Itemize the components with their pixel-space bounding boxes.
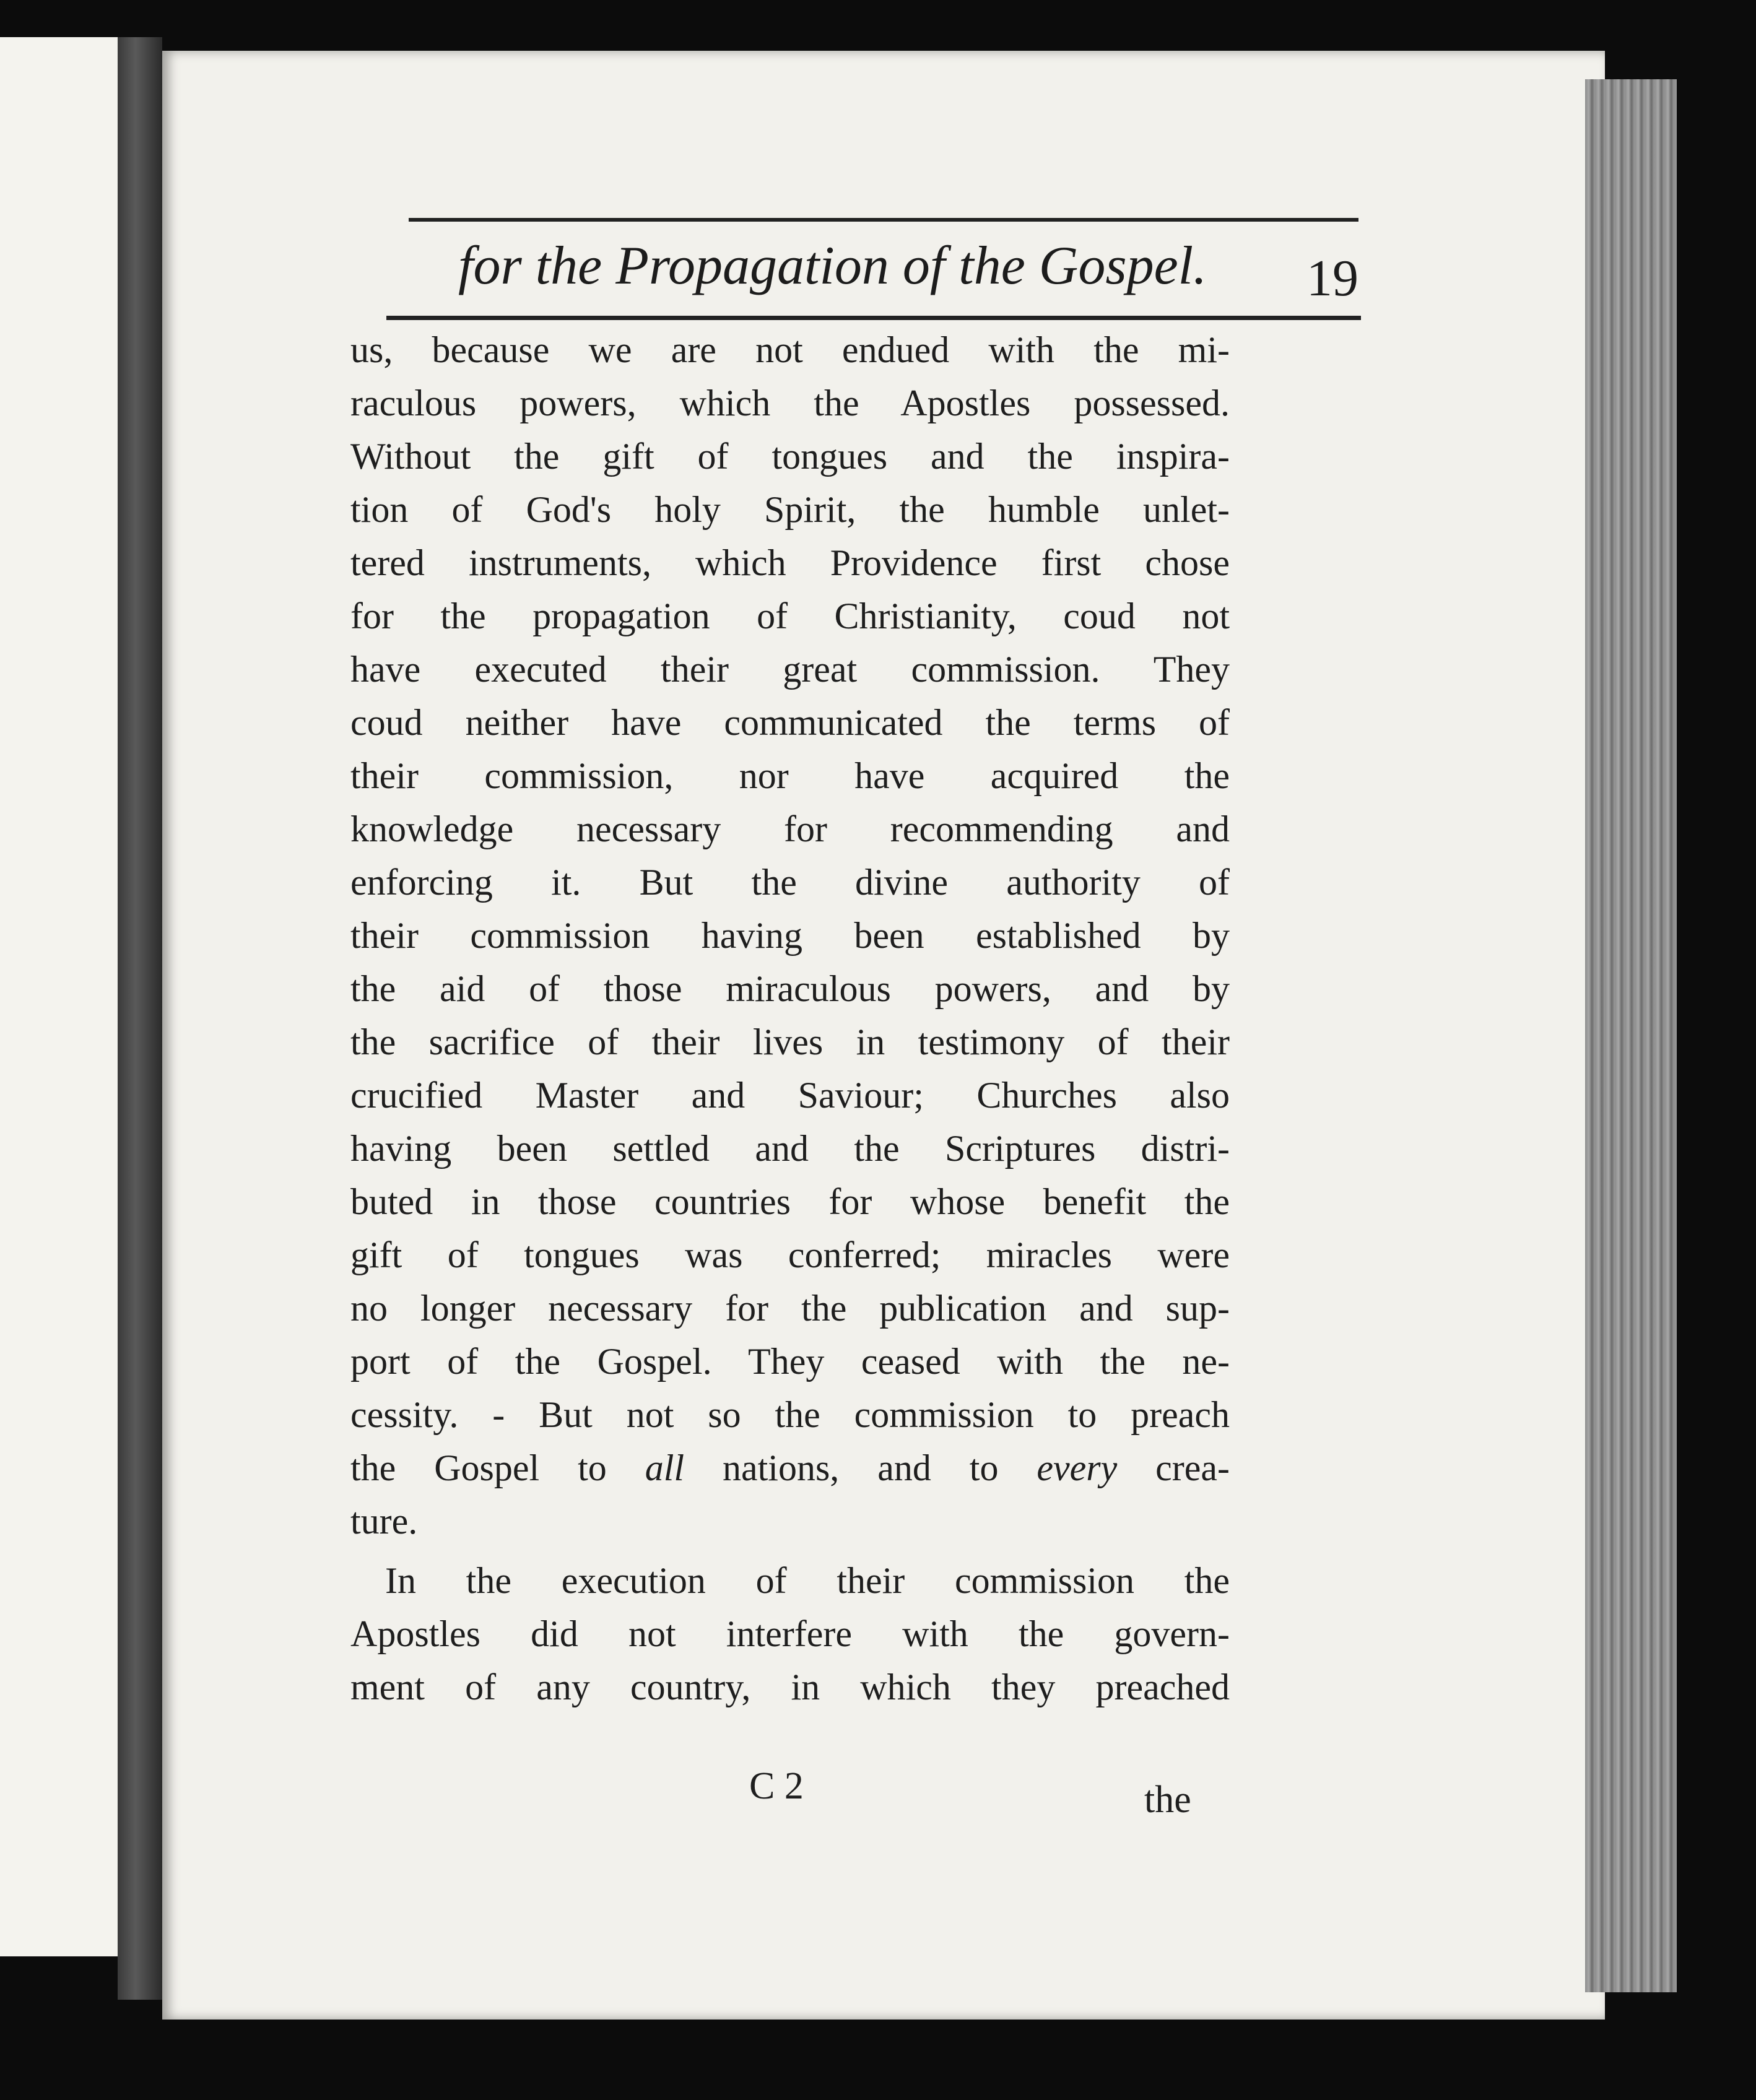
paragraph-2-line: Apostles did not interfere with the govern- bbox=[350, 1613, 1230, 1654]
page-number: 19 bbox=[1306, 249, 1358, 307]
body-text bbox=[350, 323, 1230, 1714]
text-line: gift of tongues was conferred; miracles were bbox=[350, 1234, 1230, 1275]
text-line: no longer necessary for the publication and sup- bbox=[350, 1288, 1230, 1329]
text-line: knowledge necessary for recommending and bbox=[350, 809, 1230, 849]
header-rule-bottom bbox=[386, 316, 1361, 320]
text-line: us, because we are not endued with the mi- bbox=[350, 329, 1230, 370]
text-line: the sacrifice of their lives in testimony of their bbox=[350, 1022, 1230, 1062]
text-line: Without the gift of tongues and the inspira- bbox=[350, 436, 1230, 477]
text-line: tered instruments, which Providence first chose bbox=[350, 542, 1230, 583]
text-line-italic-words bbox=[350, 1441, 1230, 1495]
italic-word-all: all bbox=[645, 1447, 685, 1488]
text-line: ture. bbox=[350, 1501, 418, 1542]
text-run: crea- bbox=[1117, 1447, 1230, 1488]
running-head: for the Propagation of the Gospel. bbox=[458, 236, 1207, 296]
text-line: their commission having been established by bbox=[350, 915, 1230, 956]
text-line: the aid of those miraculous powers, and by bbox=[350, 968, 1230, 1009]
text-line: have executed their great commission. They bbox=[350, 649, 1230, 690]
text-line: crucified Master and Saviour; Churches also bbox=[350, 1075, 1230, 1116]
paragraph-2-line: In the execution of their commission the bbox=[385, 1560, 1230, 1601]
text-line: buted in those countries for whose benefit the bbox=[350, 1181, 1230, 1222]
text-line: coud neither have communicated the terms of bbox=[350, 702, 1230, 743]
text-run: the Gospel to bbox=[350, 1447, 645, 1488]
book-gutter bbox=[118, 37, 162, 2000]
paragraph-2-line: ment of any country, in which they preached bbox=[350, 1667, 1230, 1707]
text-line: cessity. - But not so the commission to preach bbox=[350, 1394, 1230, 1435]
text-line: raculous powers, which the Apostles possessed. bbox=[350, 383, 1230, 423]
text-line: for the propagation of Christianity, coud not bbox=[350, 596, 1230, 636]
text-run: nations, and to bbox=[684, 1447, 1037, 1488]
catchword: the bbox=[1144, 1779, 1191, 1821]
text-line: having been settled and the Scriptures distri- bbox=[350, 1128, 1230, 1169]
text-line: their commission, nor have acquired the bbox=[350, 755, 1230, 796]
text-line: port of the Gospel. They ceased with the ne- bbox=[350, 1341, 1230, 1382]
page-edges bbox=[1585, 79, 1677, 1992]
italic-word-every: every bbox=[1037, 1447, 1118, 1488]
text-line: enforcing it. But the divine authority of bbox=[350, 862, 1230, 903]
text-line: tion of God's holy Spirit, the humble unlet- bbox=[350, 489, 1230, 530]
header-rule-top bbox=[409, 218, 1358, 222]
signature-mark: C 2 bbox=[749, 1765, 804, 1807]
